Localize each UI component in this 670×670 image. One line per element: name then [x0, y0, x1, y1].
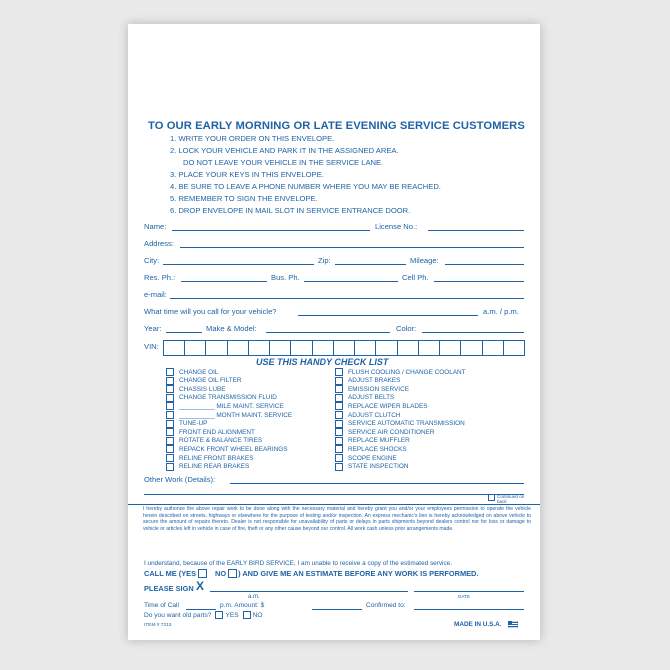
- instruction-4: 4. BE SURE TO LEAVE A PHONE NUMBER WHERE YOU MAY BE REACHED.: [170, 182, 441, 191]
- date-label: DATE: [458, 594, 470, 599]
- checkbox[interactable]: [166, 411, 174, 419]
- checkbox[interactable]: [166, 420, 174, 428]
- make-model-field[interactable]: [266, 332, 390, 333]
- confirmed-field[interactable]: [414, 609, 524, 610]
- am-label: a.m.: [248, 594, 260, 600]
- vin-char-box[interactable]: [504, 341, 525, 355]
- understand-text: I understand, because of the EARLY BIRD SERVICE, I am unable to receive a copy of the estimated service.: [144, 560, 452, 567]
- checklist-right-item[interactable]: [335, 428, 435, 436]
- am-pm-label: a.m. / p.m.: [483, 307, 519, 316]
- checkbox[interactable]: [166, 368, 174, 376]
- checkbox[interactable]: [335, 454, 343, 462]
- vin-char-box[interactable]: [313, 341, 334, 355]
- checkbox[interactable]: [335, 368, 343, 376]
- year-field[interactable]: [166, 332, 202, 333]
- checklist-label: REPLACE SHOCKS: [348, 445, 407, 453]
- other-work-line-2[interactable]: [144, 494, 524, 495]
- address-label: Address:: [144, 239, 174, 248]
- old-parts-yes-checkbox[interactable]: [215, 611, 223, 619]
- authorization-text: I hereby authorize the above repair work to be done along with the necessary material and hereby grant you and/or your employees permission to operate the vehicle herein described on streets, highways or elsewhere for the purpose of testing and/or inspection. An express mechanic's lien is hereby acknowledged on above vehicle to secure the amount of repairs thereto. Dealer is not responsible for unavailability of parts or delays in parts shipments beyond dealers control nor for loss or damage to vehicle or articles left in vehicle in case of fire, theft or any other cause beyond our control. All work cash unless prior arrangements made.: [143, 506, 531, 532]
- pm-amount-label: p.m. Amount: $: [220, 602, 265, 609]
- other-work-field[interactable]: [230, 483, 524, 484]
- checklist-left-item[interactable]: [166, 394, 277, 402]
- cell-phone-label: Cell Ph.: [402, 273, 429, 282]
- instruction-5: 5. REMEMBER TO SIGN THE ENVELOPE.: [170, 194, 318, 203]
- res-phone-label: Res. Ph.:: [144, 273, 176, 282]
- vin-field[interactable]: [163, 340, 525, 356]
- us-flag-icon: [508, 621, 518, 628]
- checklist-label: SCOPE ENGINE: [348, 454, 397, 462]
- checkbox[interactable]: [335, 411, 343, 419]
- city-label: City:: [144, 256, 160, 265]
- checkbox[interactable]: [335, 428, 343, 436]
- other-work-label: Other Work (Details):: [144, 475, 216, 484]
- checklist-left-item[interactable]: [166, 428, 255, 436]
- checklist-label: SERVICE AIR CONDITIONER: [348, 428, 435, 436]
- checklist-label: TUNE-UP: [179, 420, 208, 428]
- checklist-right-item[interactable]: [335, 463, 408, 471]
- call-me-estimate-label: ) AND GIVE ME AN ESTIMATE BEFORE ANY WORK IS PERFORMED.: [238, 569, 479, 578]
- checklist-label: CHANGE TRANSMISSION FLUID: [179, 394, 277, 402]
- vin-char-box[interactable]: [355, 341, 376, 355]
- checklist-right-item[interactable]: [335, 454, 397, 462]
- checklist-label: CHANGE OIL: [179, 368, 219, 376]
- checklist-label: __________ MONTH MAINT. SERVICE: [179, 411, 293, 419]
- old-parts-no-label: NO: [252, 611, 263, 619]
- checklist-right-item[interactable]: [335, 445, 407, 453]
- color-label: Color:: [396, 324, 417, 333]
- continued-label: Continued on back: [497, 494, 525, 504]
- checklist-label: __________ MILE MAINT. SERVICE: [179, 402, 284, 410]
- checklist-label: ADJUST BELTS: [348, 394, 395, 402]
- checkbox[interactable]: [166, 377, 174, 385]
- checklist-right-item[interactable]: [335, 377, 400, 385]
- item-number: ITEM # 7213: [144, 623, 172, 628]
- vin-char-box[interactable]: [185, 341, 206, 355]
- city-field[interactable]: [163, 264, 314, 265]
- checkbox[interactable]: [335, 377, 343, 385]
- checkbox[interactable]: [335, 420, 343, 428]
- zip-field[interactable]: [335, 264, 406, 265]
- vin-char-box[interactable]: [483, 341, 504, 355]
- checklist-left-item[interactable]: [166, 402, 284, 410]
- vin-char-box[interactable]: [440, 341, 461, 355]
- checklist-label: EMISSION SERVICE: [348, 385, 409, 393]
- form-title: TO OUR EARLY MORNING OR LATE EVENING SERVICE CUSTOMERS: [148, 120, 525, 132]
- continued-box[interactable]: [488, 494, 495, 501]
- call-time-field[interactable]: [298, 315, 478, 316]
- checklist-label: REPLACE MUFFLER: [348, 437, 410, 445]
- checklist-label: RELINE REAR BRAKES: [179, 463, 250, 471]
- cell-phone-field[interactable]: [434, 281, 524, 282]
- vin-char-box[interactable]: [334, 341, 355, 355]
- checklist-left-item[interactable]: [166, 368, 218, 376]
- res-phone-field[interactable]: [181, 281, 267, 282]
- checklist-right-item[interactable]: [335, 402, 428, 410]
- checkbox[interactable]: [166, 385, 174, 393]
- continued-checkbox[interactable]: [488, 494, 528, 504]
- checkbox[interactable]: [166, 402, 174, 410]
- color-field[interactable]: [422, 332, 524, 333]
- checklist-left-item[interactable]: [166, 411, 292, 419]
- checkbox[interactable]: [335, 463, 343, 471]
- checkbox[interactable]: [335, 394, 343, 402]
- sign-x-mark: X: [196, 579, 205, 593]
- checklist-label: ROTATE & BALANCE TIRES: [179, 437, 263, 445]
- checklist-label: CHANGE OIL FILTER: [179, 377, 242, 385]
- old-parts-no-checkbox[interactable]: [243, 611, 251, 619]
- time-of-call-field[interactable]: [186, 609, 216, 610]
- old-parts-label: Do you want old parts?: [144, 611, 212, 619]
- vin-char-box[interactable]: [164, 341, 185, 355]
- checklist-left-item[interactable]: [166, 454, 253, 462]
- vin-char-box[interactable]: [291, 341, 312, 355]
- checklist-label: RELINE FRONT BRAKES: [179, 454, 254, 462]
- vin-char-box[interactable]: [228, 341, 249, 355]
- checkbox[interactable]: [335, 445, 343, 453]
- checklist-right-item[interactable]: [335, 385, 409, 393]
- checklist-label: ADJUST CLUTCH: [348, 411, 401, 419]
- checkbox[interactable]: [335, 402, 343, 410]
- mileage-field[interactable]: [445, 264, 524, 265]
- confirmed-label: Confirmed to:: [366, 602, 406, 609]
- license-field[interactable]: [428, 230, 524, 231]
- checklist-right-item[interactable]: [335, 368, 466, 376]
- checklist-left-item[interactable]: [166, 463, 249, 471]
- checkbox[interactable]: [166, 394, 174, 402]
- vin-char-box[interactable]: [419, 341, 440, 355]
- checkbox[interactable]: [166, 454, 174, 462]
- checklist-right-item[interactable]: [335, 437, 410, 445]
- vin-char-box[interactable]: [461, 341, 482, 355]
- made-in-usa: [454, 621, 518, 628]
- checkbox[interactable]: [166, 463, 174, 471]
- checklist-left-item[interactable]: [166, 445, 288, 453]
- checklist-label: REPLACE WIPER BLADES: [348, 402, 428, 410]
- bus-phone-label: Bus. Ph.: [271, 273, 300, 282]
- checklist-label: REPACK FRONT WHEEL BEARINGS: [179, 445, 288, 453]
- mileage-label: Mileage:: [410, 256, 439, 265]
- service-envelope-form: [128, 24, 540, 640]
- date-field[interactable]: [414, 591, 524, 592]
- call-me-no-label: NO: [215, 569, 227, 578]
- checklist-label: FLUSH COOLING / CHANGE COOLANT: [348, 368, 466, 376]
- call-me-no-checkbox[interactable]: [228, 569, 237, 578]
- zip-label: Zip:: [318, 256, 331, 265]
- vin-label: VIN:: [144, 342, 159, 351]
- license-label: License No.:: [375, 222, 418, 231]
- signature-field[interactable]: [210, 591, 408, 592]
- email-label: e-mail:: [144, 290, 167, 299]
- bus-phone-field[interactable]: [304, 281, 398, 282]
- checklist-right-item[interactable]: [335, 420, 465, 428]
- checklist-label: ADJUST BRAKES: [348, 377, 401, 385]
- checklist-right-item[interactable]: [335, 394, 394, 402]
- vin-char-box[interactable]: [376, 341, 397, 355]
- instruction-3: 3. PLACE YOUR KEYS IN THIS ENVELOPE.: [170, 170, 324, 179]
- checkbox[interactable]: [335, 385, 343, 393]
- divider: [128, 504, 540, 505]
- vin-char-box[interactable]: [270, 341, 291, 355]
- time-of-call-label: Time of Call: [144, 602, 179, 609]
- checklist-right-item[interactable]: [335, 411, 400, 419]
- checklist-label: FRONT END ALIGNMENT: [179, 428, 255, 436]
- name-field[interactable]: [172, 230, 370, 231]
- instruction-6: 6. DROP ENVELOPE IN MAIL SLOT IN SERVICE ENTRANCE DOOR.: [170, 206, 411, 215]
- old-parts-row: [144, 611, 263, 619]
- email-field[interactable]: [170, 298, 524, 299]
- please-sign-label: PLEASE SIGN: [144, 584, 194, 593]
- amount-field[interactable]: [312, 609, 362, 610]
- call-me-label: CALL ME (YES: [144, 569, 197, 578]
- checkbox[interactable]: [166, 445, 174, 453]
- checklist-title: USE THIS HANDY CHECK LIST: [256, 357, 389, 367]
- checklist-label: CHASSIS LUBE: [179, 385, 226, 393]
- call-time-label: What time will you call for your vehicle?: [144, 307, 277, 316]
- address-field[interactable]: [180, 247, 524, 248]
- make-model-label: Make & Model:: [206, 324, 257, 333]
- checklist-left-item[interactable]: [166, 385, 226, 393]
- made-in-usa-label: MADE IN U.S.A.: [454, 621, 502, 628]
- instruction-1: 1. WRITE YOUR ORDER ON THIS ENVELOPE.: [170, 134, 335, 143]
- old-parts-yes-label: YES: [225, 611, 239, 619]
- instruction-2: 2. LOCK YOUR VEHICLE AND PARK IT IN THE ASSIGNED AREA.: [170, 146, 399, 155]
- call-me-yes-checkbox[interactable]: [198, 569, 207, 578]
- call-me-row: [144, 569, 478, 578]
- checklist-left-item[interactable]: [166, 377, 242, 385]
- checklist-label: STATE INSPECTION: [348, 463, 409, 471]
- checkbox[interactable]: [166, 437, 174, 445]
- vin-char-box[interactable]: [398, 341, 419, 355]
- checkbox[interactable]: [335, 437, 343, 445]
- checkbox[interactable]: [166, 428, 174, 436]
- vin-char-box[interactable]: [206, 341, 227, 355]
- vin-char-box[interactable]: [249, 341, 270, 355]
- instruction-2b: DO NOT LEAVE YOUR VEHICLE IN THE SERVICE LANE.: [183, 158, 384, 167]
- checklist-left-item[interactable]: [166, 437, 262, 445]
- year-label: Year:: [144, 324, 162, 333]
- checklist-left-item[interactable]: [166, 420, 207, 428]
- checklist-label: SERVICE AUTOMATIC TRANSMISSION: [348, 420, 465, 428]
- name-label: Name:: [144, 222, 167, 231]
